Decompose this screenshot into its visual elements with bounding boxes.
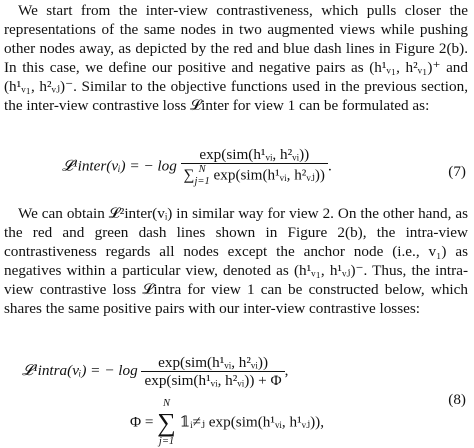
eq8-fraction — [141, 354, 284, 389]
eq7-lhs: 𝓛¹inter(vᵢ) = − log — [62, 157, 177, 175]
phi-sum: ∑ — [157, 408, 176, 437]
phi-sum-lower: j=1 — [158, 436, 175, 447]
paragraph-intra-view: We can obtain 𝓛²inter(vᵢ) in similar way for view 2. On the other hand, as the red and green dash lines shown in Figure 2(b), the intra-view contrastiveness regards all nodes except the anchor node (i.e., v₁) as negatives within a particular view, denoted as (h¹ᵥ₁, h¹ᵥⱼ)⁻. Thus, the intra-view contrastive loss 𝓛intra for view 1 can be constructed below, which shares the same positive pairs with our inter-view contrastive losses: — [4, 205, 468, 317]
eq8-denominator: exp(sim(h¹ᵥᵢ, h²ᵥᵢ)) + Φ — [141, 371, 284, 389]
eq7-denominator-term: exp(sim(h¹ᵥᵢ, h²ᵥⱼ)) — [213, 166, 325, 184]
phi-term: 𝟙ᵢ≠ⱼ exp(sim(h¹ᵥᵢ, h¹ᵥⱼ)), — [179, 413, 325, 431]
eq7-numerator: exp(sim(h¹ᵥᵢ, h²ᵥᵢ)) — [199, 146, 310, 163]
eq7-tail: . — [327, 157, 332, 175]
equation-7-number: (7) — [448, 163, 466, 180]
phi-lhs: Φ = — [130, 413, 154, 431]
phi-sum-upper: N — [163, 398, 171, 409]
equation-8-number: (8) — [448, 391, 466, 408]
eq7-sum-limits — [194, 164, 209, 188]
eq8-tail: , — [284, 361, 289, 379]
eq7-sum: ∑ — [183, 166, 195, 184]
eq7-denominator — [181, 163, 328, 188]
equation-7 — [62, 146, 332, 188]
eq7-fraction — [181, 146, 328, 188]
eq8-lhs: 𝓛¹intra(vᵢ) = − log — [22, 361, 138, 379]
eq7-sum-lower: j=1 — [194, 176, 210, 187]
equation-8 — [22, 354, 288, 389]
paragraph-inter-view: We start from the inter-view contrastiveness, which pulls closer the representations of the same nodes in two augmented views while pushing other nodes away, as depicted by the red and blue dash lines in Figure 2(b). In this case, we define our positive and negative pairs as (h¹ᵥ₁, h²ᵥ₁)⁺ and (h¹ᵥ₁, h²ᵥⱼ)⁻. Similar to the objective functions used in the previous section, the inter-view contrastive loss 𝓛inter for view 1 can be formulated as: — [4, 2, 468, 114]
eq7-sum-upper: N — [198, 164, 206, 175]
eq8-numerator: exp(sim(h¹ᵥᵢ, h²ᵥᵢ)) — [158, 354, 268, 371]
equation-8-phi — [130, 398, 324, 448]
phi-sum-block — [157, 398, 176, 448]
